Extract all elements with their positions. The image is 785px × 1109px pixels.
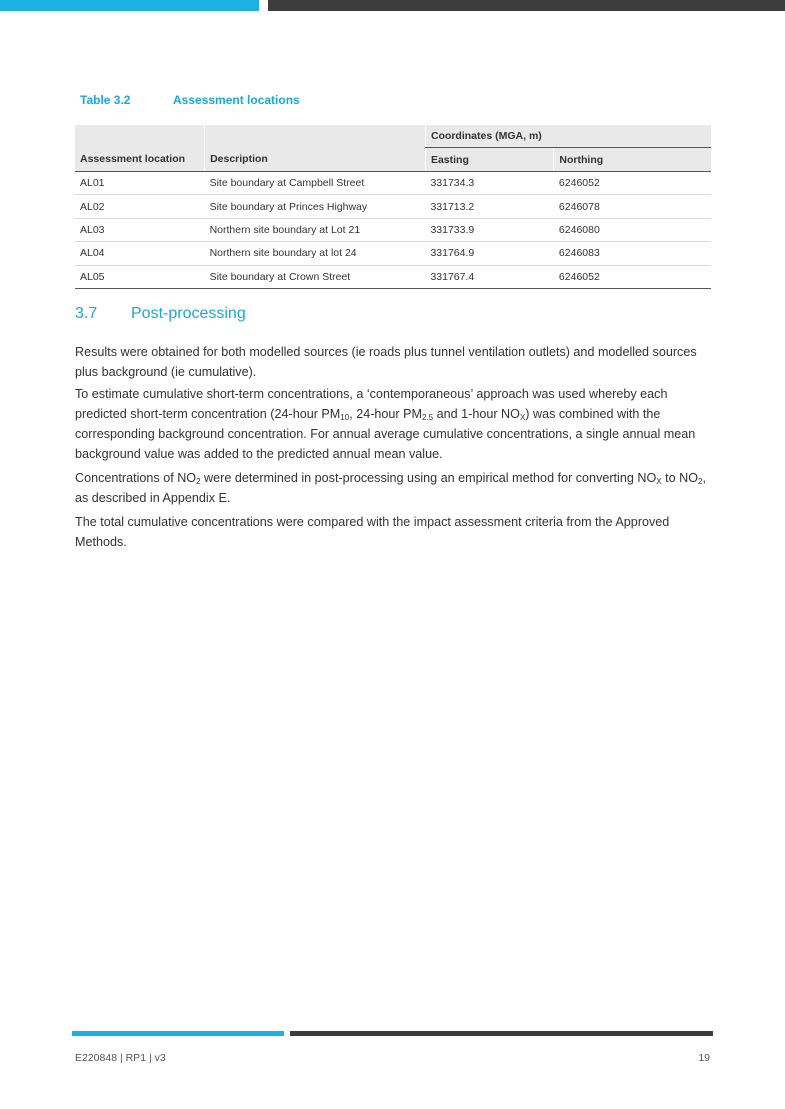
table-title: Assessment locations <box>173 93 300 107</box>
footer-dark-bar <box>290 1031 713 1036</box>
table-header-row <box>75 148 711 172</box>
table-cell: Northern site boundary at Lot 21 <box>205 218 426 241</box>
table-number: Table 3.2 <box>80 93 131 107</box>
table-cell: 331767.4 <box>425 265 553 288</box>
table-cell: 331734.3 <box>425 172 553 195</box>
table-row <box>75 195 711 218</box>
table-cell: AL02 <box>75 195 205 218</box>
table-cell: 6246052 <box>554 265 711 288</box>
table-cell: AL05 <box>75 265 205 288</box>
table-cell: 331713.2 <box>425 195 553 218</box>
table-row <box>75 242 711 265</box>
paragraph: The total cumulative concentrations were compared with the impact assessment criteria from the Approved Methods. <box>75 515 670 549</box>
table-row <box>75 172 711 195</box>
table-cell: Northern site boundary at lot 24 <box>205 242 426 265</box>
table-row <box>75 265 711 288</box>
table-cell: 6246052 <box>554 172 711 195</box>
footer-accent-bar <box>72 1031 284 1036</box>
paragraph: Results were obtained for both modelled sources (ie roads plus tunnel ventilation outlets) and modelled sources plus background (ie cumulative). <box>75 345 697 379</box>
table-group-header-row <box>75 125 711 148</box>
top-accent-bar <box>0 0 259 11</box>
table-cell: AL04 <box>75 242 205 265</box>
section-title: Post-processing <box>131 305 246 322</box>
footer-page-number: 19 <box>698 1052 710 1064</box>
table-caption <box>80 93 300 107</box>
table-cell: AL03 <box>75 218 205 241</box>
table-row <box>75 218 711 241</box>
table-cell: 331764.9 <box>425 242 553 265</box>
table-cell: Site boundary at Crown Street <box>205 265 426 288</box>
table-cell: Site boundary at Campbell Street <box>205 172 426 195</box>
table-cell: Site boundary at Princes Highway <box>205 195 426 218</box>
coordinates-group-header: Coordinates (MGA, m) <box>425 125 711 148</box>
section-heading <box>75 305 246 323</box>
column-header: Northing <box>554 148 711 172</box>
column-header: Easting <box>425 148 553 172</box>
paragraph: Concentrations of $NO_2$ were determined in post-processing using an empirical method for converting $NO_X$ to $NO_2$, as described in Appendix E. <box>75 471 706 505</box>
table-cell: 331733.9 <box>425 218 553 241</box>
section-number: 3.7 <box>75 305 98 322</box>
table-cell: 6246080 <box>554 218 711 241</box>
paragraph: To estimate cumulative short-term concentrations, a ‘contemporaneous’ approach was used whereby each predicted short-term concentration (24-hour $PM_{10}$, 24-hour $PM_{2.5}$ and 1-hour $NO_X$) was combined with the corresponding background concentration. For annual average cumulative concentrations, a single annual mean background value was added to the predicted annual mean value. <box>75 387 696 461</box>
table-cell: 6246083 <box>554 242 711 265</box>
table-cell: 6246078 <box>554 195 711 218</box>
top-dark-bar <box>268 0 785 11</box>
column-header: Description <box>205 148 426 172</box>
column-header: Assessment location <box>75 148 205 172</box>
assessment-locations-table <box>75 125 711 289</box>
footer-doc-ref: E220848 | RP1 | v3 <box>75 1052 166 1064</box>
table-cell: AL01 <box>75 172 205 195</box>
